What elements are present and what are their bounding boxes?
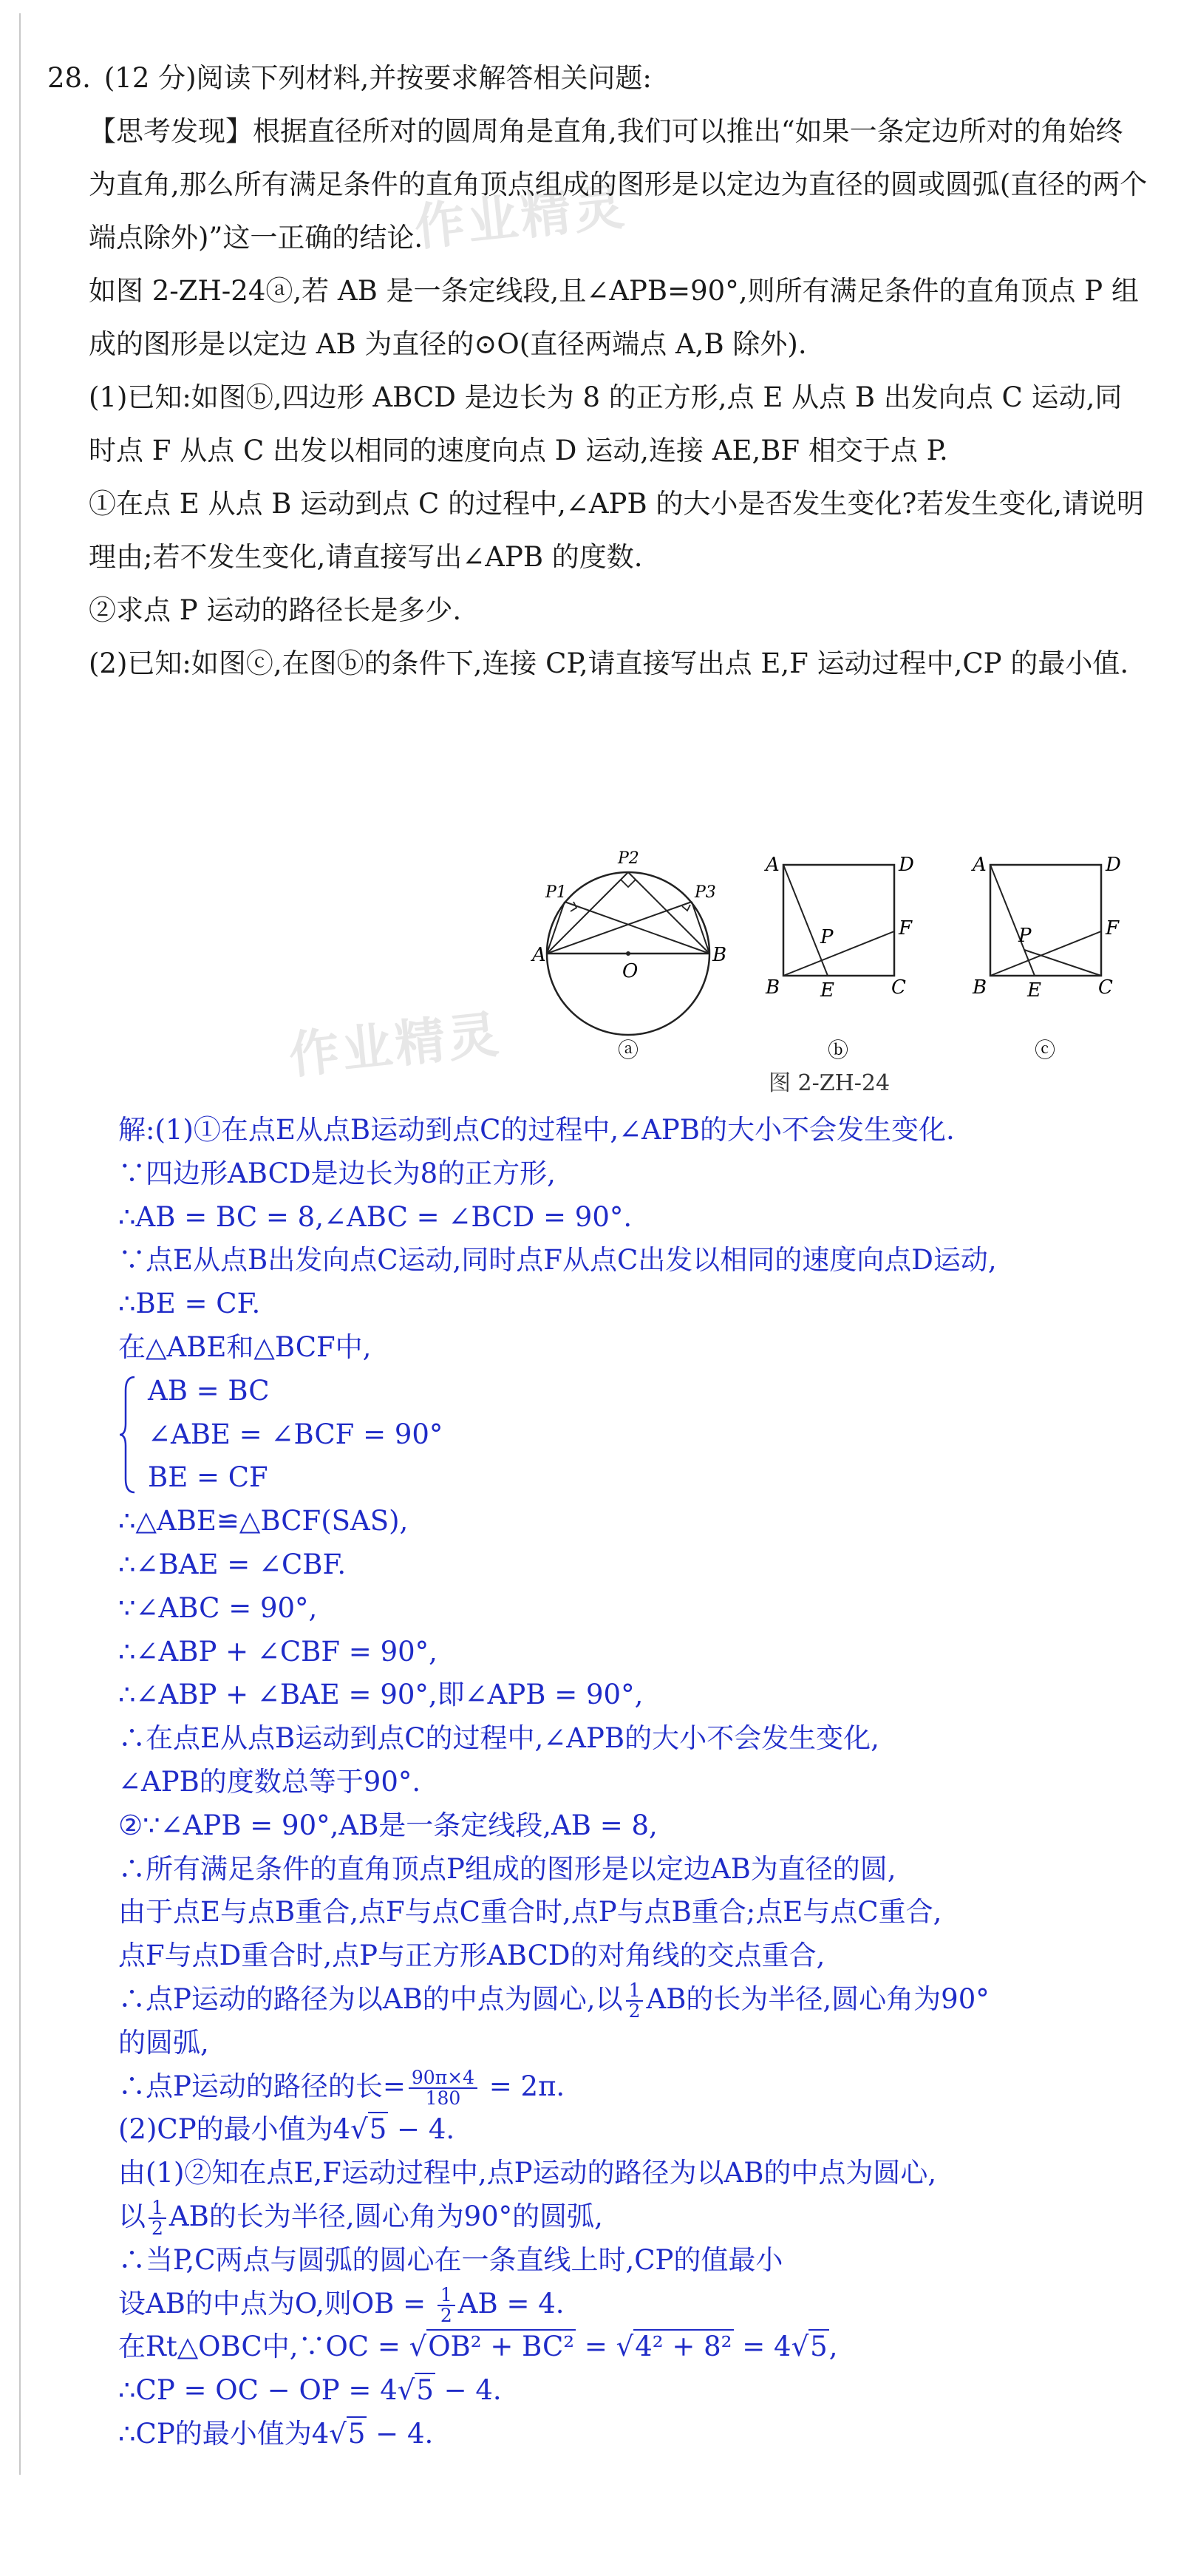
solution-line: 以 $\frac{1}{2}$ AB的长为半径,圆心角为90°的圆弧, [118, 2197, 603, 2240]
discovery-paragraph: 【思考发现】根据直径所对的圆周角是直角,我们可以推出“如果一条定边所对的角始终为直角,那么所有满足条件的直角顶点组成的图形是以定边为直径的圆或圆弧(直径的两个端点除外)”这一正确的结论. [89, 115, 1148, 254]
solution-line: ∴在点E从点B运动到点C的过程中,∠APB的大小不会发生变化, [118, 1722, 879, 1755]
solution-line: ∴∠ABP + ∠BAE = 90°,即∠APB = 90°, [118, 1679, 644, 1711]
solution-line: ∵∠ABC = 90°, [118, 1591, 318, 1624]
segment [547, 902, 692, 954]
label-a: A [766, 854, 780, 876]
label-f: F [1106, 917, 1120, 939]
solution-line: ∴△ABE≌△BCF(SAS), [118, 1505, 409, 1537]
solution-line: ∴点P运动的路径的长= $\frac{90\pi\times 4}{180}$ = 2π. [118, 2067, 565, 2110]
solution-line: ∴∠BAE = ∠CBF. [118, 1548, 347, 1580]
question-number: 28. [47, 62, 91, 94]
label-c: C [891, 976, 906, 999]
system-line: BE = CF [148, 1461, 268, 1494]
margin-rule [19, 13, 21, 2475]
label-p3: P3 [695, 883, 716, 902]
center-dot [626, 951, 630, 956]
figure-a [532, 835, 727, 1072]
label-e: E [820, 979, 834, 1002]
label-p: P [820, 926, 834, 948]
figure-label-c: ⓒ [1035, 1038, 1056, 1062]
label-o: O [622, 960, 639, 982]
example-paragraph: 如图 2-ZH-24ⓐ,若 AB 是一条定线段,且∠APB=90°,则所有满足条件的直角顶点 P 组成的图形是以定边 AB 为直径的⊙O(直径两端点 A,B 除外). [89, 275, 1139, 360]
fraction-arc-length: $\frac{90\pi\times 4}{180}$ [409, 2068, 477, 2108]
solution-line: 点F与点D重合时,点P与正方形ABCD的对角线的交点重合, [118, 1940, 825, 1972]
equation-system [118, 1370, 1168, 1500]
question-1: ①在点 E 从点 B 运动到点 C 的过程中,∠APB 的大小是否发生变化?若发生变化,请说明理由;若不发生变化,请直接写出∠APB 的度数. [89, 488, 1145, 573]
part-2-statement: (2)已知:如图ⓒ,在图ⓑ的条件下,连接 CP,请直接写出点 E,F 运动过程中,CP 的最小值. [89, 648, 1129, 679]
figure-c [968, 835, 1145, 1072]
solution-line: 在△ABE和△BCF中, [118, 1331, 372, 1363]
solution-line: 由(1)②知在点E,F运动过程中,点P运动的路径为以AB的中点为圆心, [118, 2157, 937, 2189]
square-abcd [990, 865, 1101, 976]
solution-line: ∠APB的度数总等于90°. [118, 1765, 421, 1798]
solution-line: ∴所有满足条件的直角顶点P组成的图形是以定边AB为直径的圆, [118, 1852, 896, 1885]
fraction-half: $\frac{1}{2}$ [626, 1981, 644, 2021]
label-b: B [766, 976, 780, 999]
label-d: D [899, 854, 914, 876]
solution-line: ∴点P运动的路径为以AB的中点为圆心,以 $\frac{1}{2}$ AB的长为半径,圆心角为90° [118, 1979, 990, 2022]
figure-caption: 图 2-ZH-24 [769, 1070, 891, 1096]
segment-bf [990, 931, 1101, 976]
segment [547, 902, 565, 954]
solution-line: ∴CP的最小值为4√5 − 4. [118, 2417, 434, 2450]
solution-line: ∴AB = BC = 8,∠ABC = ∠BCD = 90°. [118, 1200, 633, 1233]
figure-b [761, 835, 939, 1072]
fraction-half: $\frac{1}{2}$ [438, 2286, 455, 2325]
label-p: P [1018, 925, 1032, 947]
label-a: A [532, 944, 546, 966]
segment [692, 902, 709, 954]
label-a: A [973, 854, 987, 876]
label-f: F [899, 917, 913, 939]
system-line: AB = BC [148, 1374, 270, 1407]
label-c: C [1098, 976, 1113, 999]
label-p1: P1 [545, 883, 567, 902]
square-abcd [783, 865, 894, 976]
figure-label-a: ⓐ [618, 1038, 639, 1062]
solution-line: 在Rt△OBC中,∵OC = √OB² + BC² = √4² + 8² = 4√5, [118, 2331, 838, 2363]
watermark: 作业精灵 [412, 177, 630, 258]
solution-line: ∴∠ABP + ∠CBF = 90°, [118, 1635, 438, 1668]
label-p2: P2 [618, 849, 639, 868]
label-d: D [1106, 854, 1121, 876]
solution-line: (2)CP的最小值为4√5 − 4. [118, 2113, 455, 2146]
solution-line: ∴CP = OC − OP = 4√5 − 4. [118, 2374, 502, 2407]
solution-line: 由于点E与点B重合,点F与点C重合时,点P与点B重合;点E与点C重合, [118, 1896, 942, 1928]
segment-ae [783, 865, 828, 976]
solution-line: 解:(1)①在点E从点B运动到点C的过程中,∠APB的大小不会发生变化. [118, 1114, 955, 1146]
segment-bf [783, 931, 894, 976]
solution-line: 的圆弧, [118, 2026, 209, 2059]
solution-line: ②∵∠APB = 90°,AB是一条定线段,AB = 8, [118, 1809, 658, 1841]
right-angle-mark [682, 905, 690, 911]
solution-line: ∴当P,C两点与圆弧的圆心在一条直线上时,CP的值最小 [118, 2243, 783, 2276]
brace-icon [118, 1376, 137, 1494]
figure-label-b: ⓑ [828, 1038, 849, 1062]
part-1-statement: (1)已知:如图ⓑ,四边形 ABCD 是边长为 8 的正方形,点 E 从点 B 出发向点 C 运动,同时点 F 从点 C 出发以相同的速度向点 D 运动,连接 AE,BF 相交于点 P. [89, 381, 1123, 466]
problem-intro: 28. (12 分)阅读下列材料,并按要求解答相关问题: [47, 62, 652, 94]
fraction-half: $\frac{1}{2}$ [149, 2198, 166, 2238]
solution-line: ∵点E从点B出发向点C运动,同时点F从点C出发以相同的速度向点D运动, [118, 1244, 997, 1277]
right-angle-mark [621, 880, 636, 887]
solution-line: ∴BE = CF. [118, 1288, 261, 1320]
segment-cp [1024, 950, 1101, 976]
watermark: 作业精灵 [286, 1005, 504, 1086]
solution [118, 1109, 1168, 2456]
label-e: E [1027, 979, 1041, 1002]
question-2: ②求点 P 运动的路径长是多少. [89, 594, 462, 626]
problem-text [47, 52, 1148, 690]
figure-group [532, 835, 1182, 1101]
solution-line: 设AB的中点为O,则OB = $\frac{1}{2}$ AB = 4. [118, 2284, 565, 2327]
label-b: B [973, 976, 987, 999]
solution-line: ∵四边形ABCD是边长为8的正方形, [118, 1157, 556, 1189]
right-angle-mark [571, 902, 576, 911]
label-b: B [712, 944, 727, 966]
segment-ae [990, 865, 1035, 976]
system-line: ∠ABE = ∠BCF = 90° [148, 1418, 443, 1450]
